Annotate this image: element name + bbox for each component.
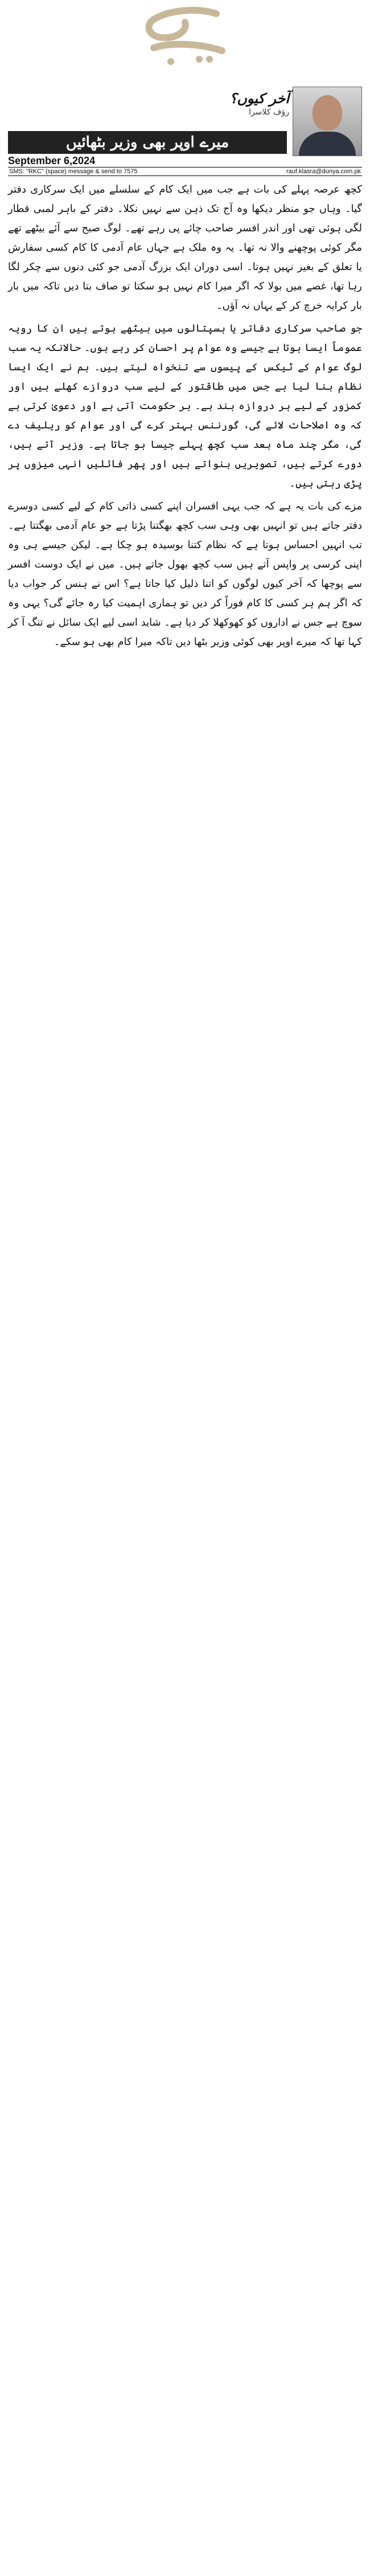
- contact-bar: [8, 167, 362, 176]
- author-email[interactable]: rauf.klasra@dunya.com.pk: [286, 168, 361, 175]
- column-name: آخر کیوں؟: [229, 90, 289, 107]
- author-name: رؤف کلاسرا: [249, 108, 289, 117]
- article-paragraph: کچھ عرصہ پہلے کی بات ہے جب میں ایک کام کے سلسلے میں ایک سرکاری دفتر گیا۔ وہاں جو منظر دیکھا وہ آج تک ذہن سے نہیں نکلا۔ دفتر کے باہر لمبی قطار لگی ہوئی تھی اور اندر افسر صاحب چائے پی رہے تھے۔ لوگ صبح سے آئے بیٹھے تھے مگر کوئی پوچھنے والا نہ تھا۔ یہ وہ ملک ہے جہاں عام آدمی کا کام کسی سفارش یا تعلق کے بغیر نہیں ہوتا۔ اسی دوران ایک بزرگ آدمی جو کئی دنوں سے چکر لگا رہا تھا، غصے میں بولا کہ اگر میرا کام نہیں ہو سکتا تو صاف بتا دیں تاکہ میں بار بار کرایہ خرچ کر کے یہاں نہ آؤں۔: [8, 183, 362, 312]
- masthead: [0, 0, 370, 80]
- publish-date: September 6,2024: [8, 155, 96, 166]
- article-headline: میرے اوپر بھی وزیر بٹھائیں: [8, 131, 287, 154]
- newspaper-logo: [131, 2, 239, 71]
- column-title-block: [209, 90, 289, 124]
- author-photo: [293, 87, 362, 156]
- article-paragraph: مزے کی بات یہ ہے کہ جب یہی افسران اپنے کسی ذاتی کام کے لیے کسی دوسرے دفتر جاتے ہیں تو انہیں بھی وہی سب کچھ بھگتنا پڑتا ہے جو عام آدمی بھگتتا ہے۔ تب انہیں احساس ہوتا ہے کہ نظام کتنا بوسیدہ ہو چکا ہے۔ لیکن جیسے ہی وہ اپنی کرسی پر واپس آتے ہیں سب کچھ بھول جاتے ہیں۔ میں نے ایک دوست افسر سے پوچھا کہ آخر کیوں لوگوں کو اتنا ذلیل کیا جاتا ہے؟ اس نے ہنس کر جواب دیا کہ اگر ہم ہر کسی کا کام فوراً کر دیں تو ہماری اہمیت کیا رہ جائے گی؟ یہی وہ سوچ ہے جس نے اداروں کو کھوکھلا کر دیا ہے۔ شاید اسی لیے ایک سائل نے تنگ آ کر کہا تھا کہ میرے اوپر بھی کوئی وزیر بٹھا دیں تاکہ میرا کام بھی ہو سکے۔: [8, 500, 362, 648]
- sms-info: SMS: "RKC" (space) message & send to 7575: [9, 168, 138, 175]
- column-header: [8, 87, 362, 175]
- article-paragraph: جو صاحب سرکاری دفاتر یا ہسپتالوں میں بیٹھے ہوتے ہیں ان کا رویہ عموماً ایسا ہوتا ہے جیسے وہ عوام پر احسان کر رہے ہوں۔ حالانکہ یہ سب لوگ عوام کے ٹیکس کے پیسوں سے تنخواہ لیتے ہیں۔ ہم نے ایک ایسا نظام بنا لیا ہے جس میں طاقتور کے لیے سب دروازے کھلے ہیں اور کمزور کے لیے ہر دروازہ بند ہے۔ ہر حکومت آتی ہے اور دعویٰ کرتی ہے کہ وہ اصلاحات لائے گی، گورننس بہتر کرے گی اور عوام کو ریلیف دے گی، مگر چند ماہ بعد سب کچھ پہلے جیسا ہو جاتا ہے۔ وزیر آتے ہیں، دورے کرتے ہیں، تصویریں بنواتے ہیں اور پھر فائلیں انہی میزوں پر پڑی رہتی ہیں۔: [8, 322, 362, 489]
- article-body: [8, 180, 362, 655]
